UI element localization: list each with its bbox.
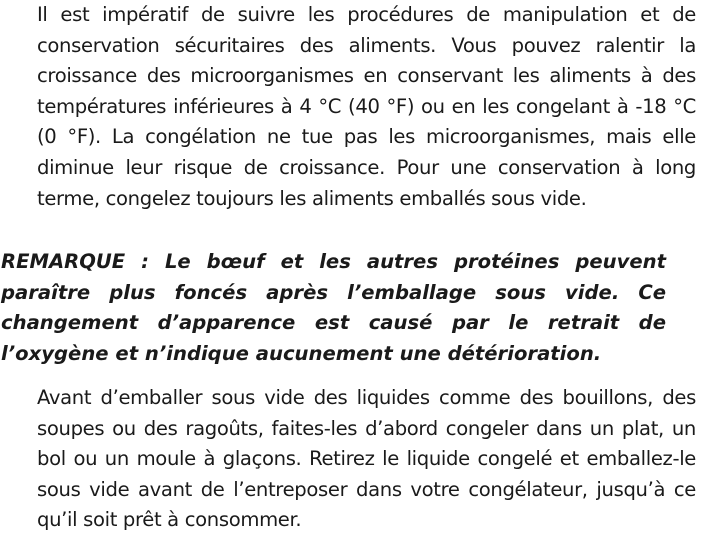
liquids-paragraph: Avant d’emballer sous vide des liquides comme des bouillons, des soupes ou des ragoûts, faites-les d’abord congeler dans un plat, un bol ou un moule à glaçons. Retirez le liquide congelé et emballez-le sous vide avant de l’entreposer dans votre congélateur, jusqu’à ce qu’il soit prêt à consommer.	[37, 386, 696, 532]
safety-paragraph: Il est impératif de suivre les procédures de manipulation et de conservation sécuritaires des aliments. Vous pouvez ralentir la croissance des microorganismes en conservant les aliments à des températures inférieures à 4 °C (40 °F) ou en les congelant à -18 °C (0 °F). La congélation ne tue pas les microorganismes, mais elle diminue leur risque de croissance. Pour une conservation à long terme, congelez toujours les aliments emballés sous vide.	[37, 3, 696, 210]
note-remark: REMARQUE : Le bœuf et les autres protéines peuvent paraître plus foncés après l’emballage sous vide. Ce changement d’apparence est causé par le retrait de l’oxygène et n’indique aucunement une détérioration.	[1, 250, 666, 365]
